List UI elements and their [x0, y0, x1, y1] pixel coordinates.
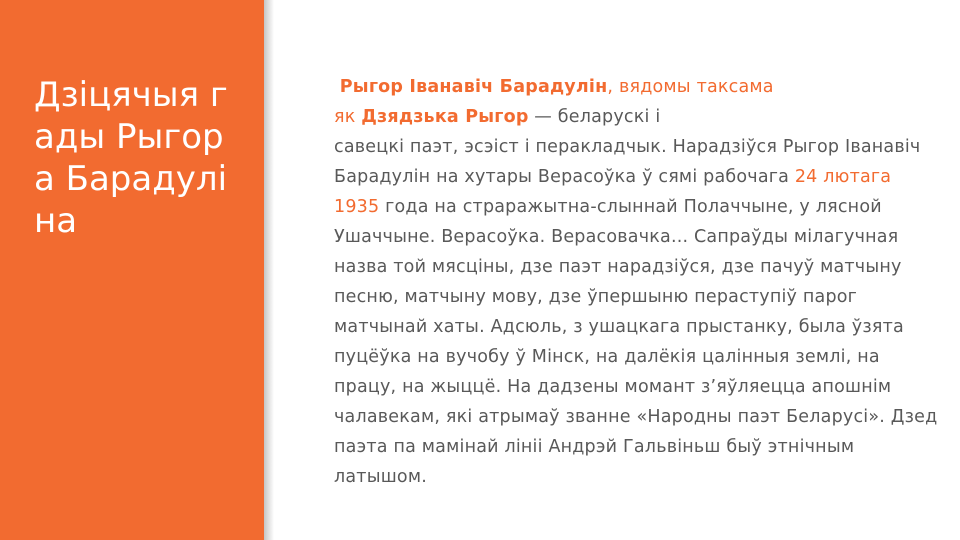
as-word: як	[334, 107, 362, 127]
slide-title: Дзіцячыя гады Рыгора Барадуліна	[34, 75, 228, 241]
biography-text-rest: года на страражытна-слыннай Полаччыне, у лясной Ушаччыне. Верасоўка. Верасовачка... Сапраўды мілагучная назва той мясціны, дзе паэт нарадзіўся, дзе пачуў матчыну песню, матчыну мову, дзе ўпершыню пераступіў парог матчынай хаты. Адсюль, з ушацкага прыстанку, была ўзята пуцёўка на вучобу ў Мінск, на далёкія цалінныя землі, на працу, на жыццё. На дадзены момант з’яўляецца апошнім чалавекам, які атрымаў званне «Народны паэт Беларусі». Дзед паэта па мамінай лініі Андрэй Гальвіньш быў этнічным латышом.	[334, 197, 938, 487]
sidebar-shadow-divider	[264, 0, 274, 540]
birth-date: 24 лютага 1935	[334, 167, 892, 217]
title-sidebar	[0, 0, 264, 540]
poet-name: Рыгор Іванавіч Барадулін	[339, 77, 608, 97]
biography-paragraph	[334, 72, 940, 492]
biography-text-start: савецкі паэт, эсэіст і перакладчык. Нарадзіўся Рыгор Іванавіч Барадулін на хутары Верасоўка ў сямі рабочага	[334, 137, 921, 187]
pseudonym: Дзядзька Рыгор	[361, 107, 529, 127]
nationality-text: — беларускі і	[528, 107, 661, 127]
aka-text: , вядомы таксама	[607, 77, 774, 97]
